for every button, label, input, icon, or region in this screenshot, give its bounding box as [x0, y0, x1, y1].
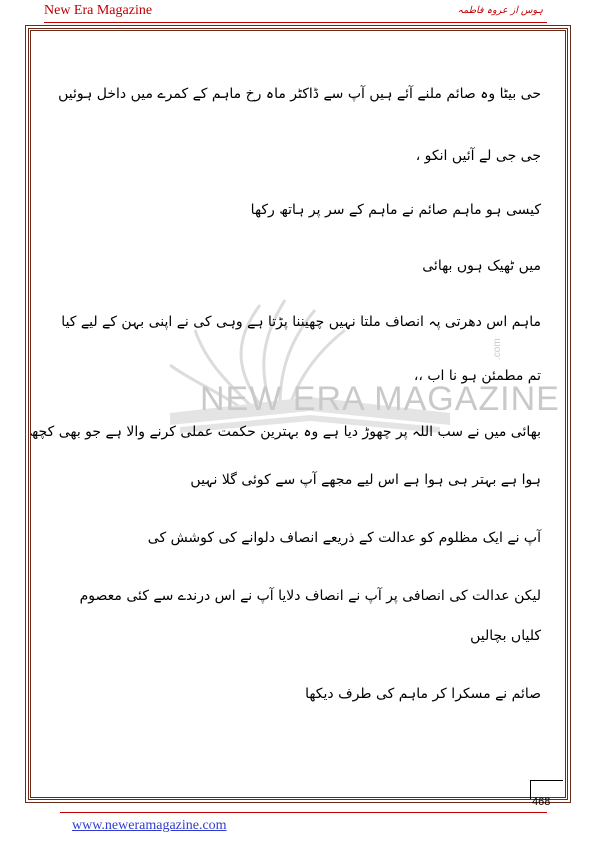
watermark-text: NEW ERA MAGAZINE — [200, 380, 560, 418]
story-line: بھائی میں نے سب اللہ پر چھوڑ دیا ہے وہ بہترین حکمت عملی کرنے والا ہے جو بھی کچھ — [29, 424, 541, 440]
footer-rule — [60, 812, 547, 813]
story-line: لیکن عدالت کی انصافی پر آپ نے انصاف دلایا آپ نے اس درندے سے کئی معصوم — [79, 588, 541, 604]
story-line: ہوا ہے بہتر ہی ہوا ہے اس لیے مجھے آپ سے کوئی گلا نہیں — [190, 472, 541, 488]
story-line: میں ٹھیک ہوں بھائی — [422, 258, 541, 274]
book-leaf-watermark-icon — [110, 285, 510, 445]
story-line: حی بیٹا وہ صائم ملنے آئے ہیں آپ سے ڈاکٹر ماہ رخ ماہم کے کمرے میں داخل ہوئیں — [58, 86, 541, 102]
story-title: ہوس از عروہ فاطمہ — [457, 5, 543, 16]
magazine-name: New Era Magazine — [44, 3, 153, 18]
watermark — [110, 285, 560, 445]
story-line: تم مطمئن ہو نا اب ،، — [413, 368, 541, 384]
story-line: کلیاں بچالیں — [470, 628, 541, 644]
website-link[interactable]: www.neweramagazine.com — [72, 818, 227, 833]
story-line: ماہم اس دھرتی پہ انصاف ملتا نہیں چھیننا پڑتا ہے وہی کی نے اپنی بہن کے لیے کیا — [61, 314, 541, 330]
story-line: جی جی لے آئیں انکو ، — [415, 148, 541, 164]
page-number: 468 — [532, 796, 551, 808]
story-line: صائم نے مسکرا کر ماہم کی طرف دیکھا — [305, 686, 541, 702]
header-rule — [44, 22, 547, 23]
watermark-com: .com — [492, 338, 503, 360]
story-line: آپ نے ایک مظلوم کو عدالت کے ذریعے انصاف دلوانے کی کوشش کی — [147, 530, 541, 546]
story-line: کیسی ہو ماہم صائم نے ماہم کے سر پر ہاتھ رکھا — [250, 202, 541, 218]
